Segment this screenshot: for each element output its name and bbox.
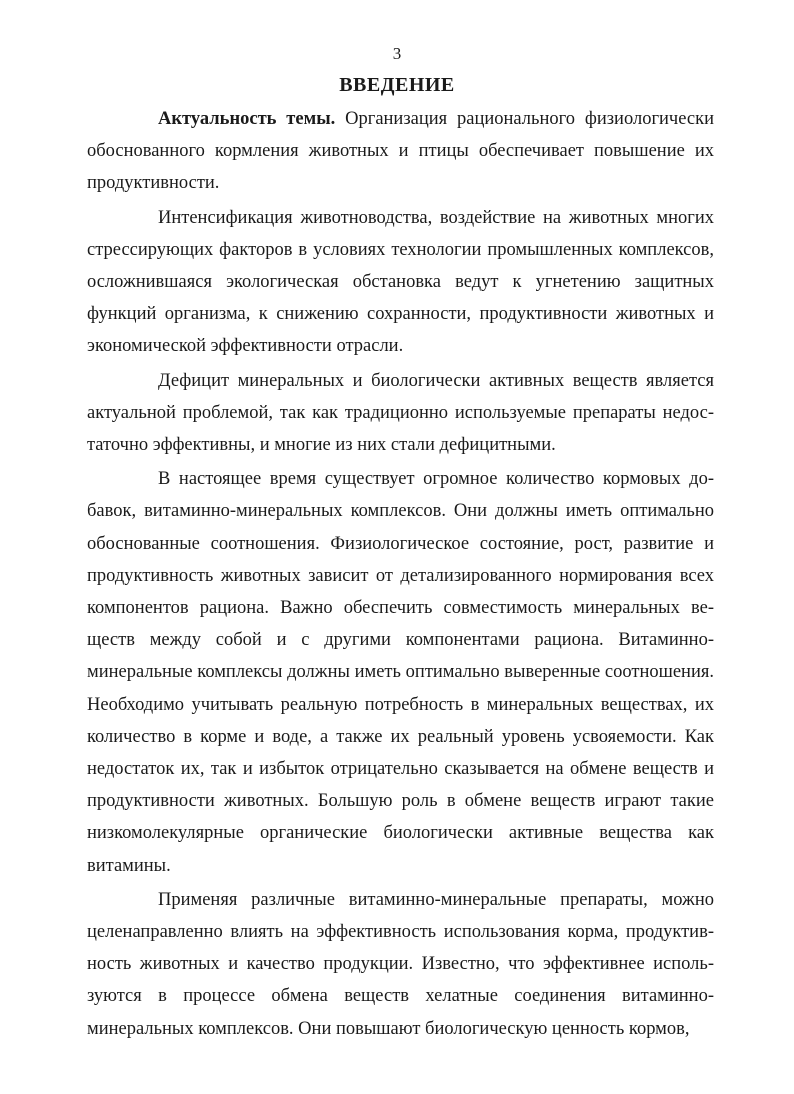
paragraph-text: Дефицит минеральных и биологически активных веществ является актуальной проблемой, так как традиционно используемые препараты недостаточно эффективны, и многие из них стали дефицитными. xyxy=(87,370,714,456)
paragraph-text: Интенсификация животноводства, воздействие на животных многих стрессирующих факторов в условиях технологии промышленных комплексов, осложнившаяся экологическая обстановка ведут к угнетению защитных функций организма, к снижению сохранности, продуктивности животных и экономической эффективности отрасли. xyxy=(87,207,714,357)
paragraph-intensification xyxy=(87,202,714,363)
paragraph-supplements xyxy=(87,463,714,882)
paragraph-preparations xyxy=(87,884,714,1045)
body-text xyxy=(87,103,714,1045)
paragraph-deficit xyxy=(87,365,714,462)
paragraph-lead: Актуальность темы. xyxy=(158,109,336,129)
paragraph-relevance xyxy=(87,103,714,200)
paragraph-text: Применяя различные витаминно-минеральные препараты, можно целенаправленно влиять на эффективность использования корма, продуктивность животных и качество продукции. Известно, что эффективнее используются в процессе обмена веществ хелатные соединения витаминно-минеральных комплексов. Они повышают биологическую ценность кормов, xyxy=(87,889,714,1039)
paragraph-text: Организация рационального физиологически обоснованного кормления животных и птицы обеспечивает повышение их продуктивности. xyxy=(87,109,715,194)
paragraph-text: В настоящее время существует огромное количество кормовых добавок, витаминно-минеральных комплексов. Они должны иметь оптимально обоснованные соотношения. Физиологическое состояние, рост, развитие и продуктивность животных зависит от детализированного нормирования всех компонентов рациона. Важно обеспечить совместимость минеральных веществ между собой и с другими компонентами рациона. Витаминно-минеральные комплексы должны иметь оптимально выверенные соотношения. Необходимо учитывать реальную потребность в минеральных веществах, их количество в корме и воде, а также их реальный уровень усвояемости. Как недостаток их, так и избыток отрицательно сказывается на обмене веществ и продуктивности животных. Большую роль в обмене веществ играют такие низкомолекулярные органические биологически активные вещества как витамины. xyxy=(87,469,714,876)
section-title: ВВЕДЕНИЕ xyxy=(339,74,455,96)
page-number: 3 xyxy=(392,44,402,63)
